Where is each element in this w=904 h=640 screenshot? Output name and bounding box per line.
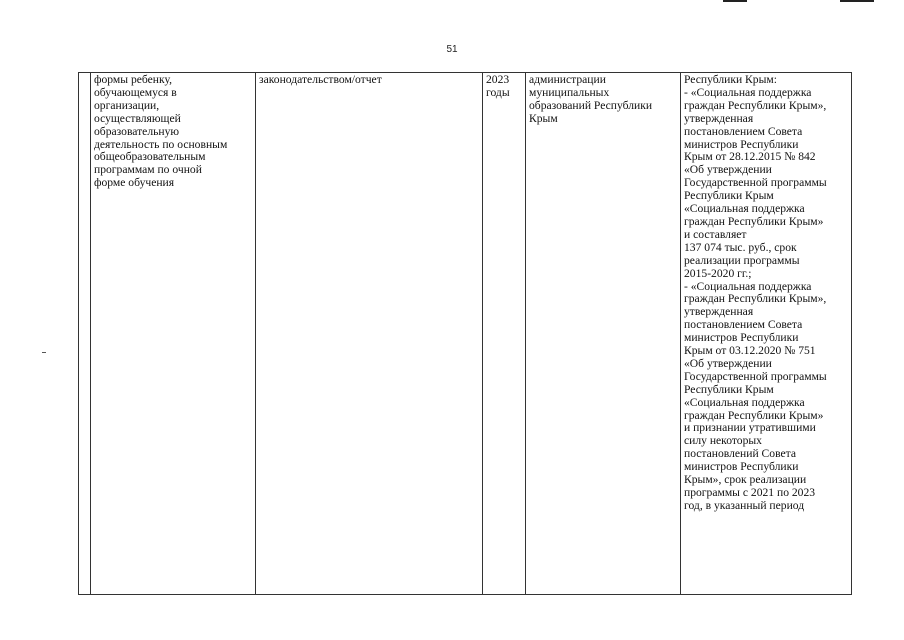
table-cell-funding <box>681 73 852 595</box>
cell-text-line: постановлений Совета <box>684 447 796 461</box>
cell-text-line: Республики Крым <box>684 189 774 203</box>
cell-text-line: образований Республики <box>529 98 653 112</box>
cell-text-line: организации, <box>94 98 160 112</box>
table-cell-basis <box>256 73 483 595</box>
cell-text-line: 2015-2020 гг.; <box>684 266 752 280</box>
corner-mark-right <box>840 0 874 2</box>
cell-text-line: министров Республики <box>684 331 799 345</box>
cell-text-line: граждан Республики Крым», <box>684 292 827 306</box>
cell-text-line: 137 074 тыс. руб., срок <box>684 240 797 254</box>
cell-text-line: «Об утверждении <box>684 163 772 177</box>
cell-text-line: год, в указанный период <box>684 498 805 512</box>
cell-text-line: реализации программы <box>684 253 800 267</box>
cell-text-line: «Об утверждении <box>684 356 772 370</box>
document-table <box>78 72 852 595</box>
cell-text-line: граждан Республики Крым» <box>684 214 824 228</box>
cell-text-line: - «Социальная поддержка <box>684 279 812 293</box>
table-cell-executor <box>526 73 681 595</box>
cell-text-line: Государственной программы <box>684 369 827 383</box>
cell-text-line: Крым от 28.12.2015 № 842 <box>684 150 816 164</box>
cell-text-line: годы <box>486 85 510 99</box>
cell-text-line: программам по очной <box>94 163 202 177</box>
cell-text-line: утвержденная <box>684 111 754 125</box>
table-cell-period <box>483 73 526 595</box>
cell-text-line: «Социальная поддержка <box>684 202 805 216</box>
cell-text-line: Крым от 03.12.2020 № 751 <box>684 344 816 358</box>
cell-text-line: постановлением Совета <box>684 124 803 138</box>
cell-text-line: администрации <box>529 73 606 86</box>
cell-text-line: обучающемуся в <box>94 85 177 99</box>
cell-text-line: граждан Республики Крым», <box>684 98 827 112</box>
cell-text-line: Крым», срок реализации <box>684 473 807 487</box>
cell-text-line: Республики Крым: <box>684 73 777 86</box>
cell-text-line: постановлением Совета <box>684 318 803 332</box>
table-row <box>79 73 852 595</box>
cell-text-line: форме обучения <box>94 176 175 190</box>
cell-text-line: программы с 2021 по 2023 <box>684 486 816 499</box>
cell-text-line: «Социальная поддержка <box>684 395 805 409</box>
cell-text-line: и составляет <box>684 227 747 241</box>
corner-mark-left <box>723 0 747 2</box>
cell-text-line: деятельность по основным <box>94 137 228 151</box>
cell-text-line: и признании утратившими <box>684 421 816 435</box>
cell-text-line: - «Социальная поддержка <box>684 85 812 99</box>
cell-text-line: 2023 <box>486 73 510 86</box>
cell-text-line: муниципальных <box>529 85 610 99</box>
cell-text-line: граждан Республики Крым» <box>684 408 824 422</box>
cell-text-line: образовательную <box>94 124 180 138</box>
table-cell-measure <box>91 73 256 595</box>
table-cell-number <box>79 73 91 595</box>
cell-text-line: утвержденная <box>684 305 754 319</box>
cell-text-line: общеобразовательным <box>94 150 206 164</box>
cell-text-line: министров Республики <box>684 460 799 474</box>
page-number: 51 <box>446 44 458 55</box>
cell-text-line: осуществляющей <box>94 111 181 125</box>
cell-text-line: Государственной программы <box>684 176 827 190</box>
cell-text-line: силу некоторых <box>684 434 762 448</box>
cell-text-line: Республики Крым <box>684 382 774 396</box>
margin-tick <box>42 352 46 353</box>
cell-text-line: законодательством/отчет <box>259 73 382 86</box>
cell-text-line: формы ребенку, <box>94 73 172 86</box>
cell-text-line: Крым <box>529 111 558 125</box>
cell-text-line: министров Республики <box>684 137 799 151</box>
